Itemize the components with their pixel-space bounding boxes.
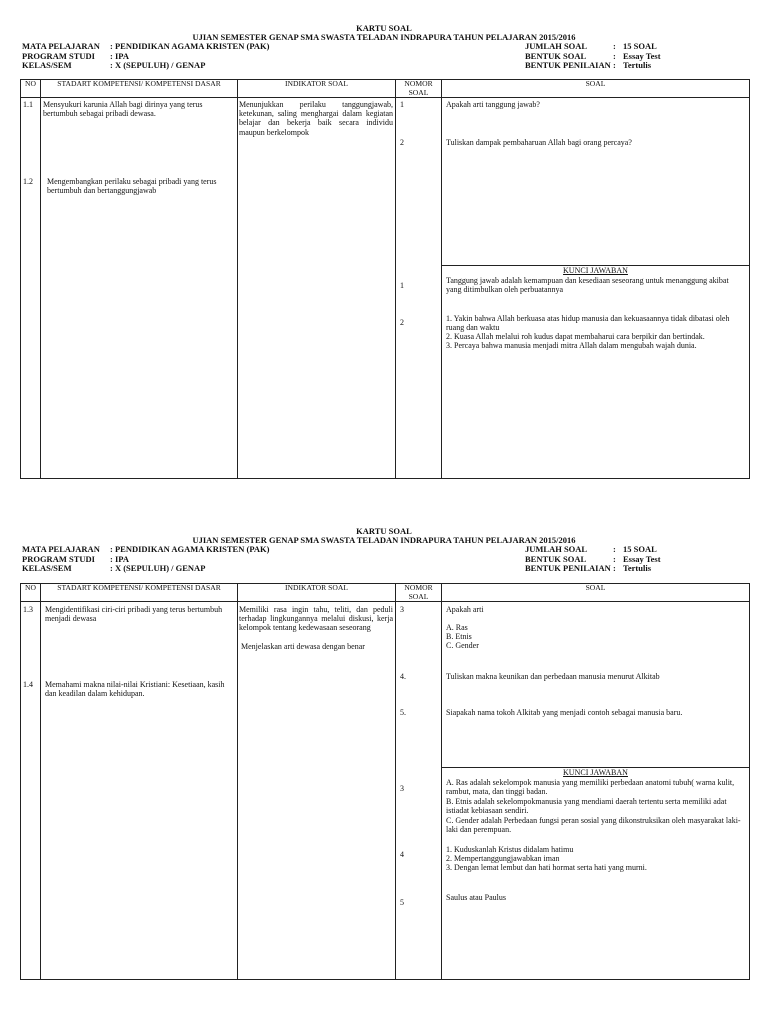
card-subtitle: UJIAN SEMESTER GENAP SMA SWASTA TELADAN INDRAPURA TAHUN PELAJARAN 2015/2016 bbox=[192, 535, 576, 545]
answer-text: Saulus atau Paulus bbox=[446, 893, 506, 902]
header-question: SOAL bbox=[442, 584, 750, 602]
card-title: KARTU SOAL bbox=[356, 23, 412, 33]
meta-sep: : bbox=[613, 553, 616, 564]
meta-value: : PENDIDIKAN AGAMA KRISTEN (PAK) bbox=[110, 544, 270, 554]
meta-left bbox=[22, 545, 269, 574]
question-number: 5. bbox=[400, 708, 406, 717]
competency-text: Mengembangkan perilaku sebagai pribadi yang terus bertumbuh dan bertanggungjawab bbox=[47, 177, 217, 196]
meta-label: KELAS/SEM bbox=[22, 60, 72, 70]
header-no: NO bbox=[21, 584, 41, 602]
question-number: 1 bbox=[400, 100, 404, 109]
card-title: KARTU SOAL bbox=[356, 526, 412, 536]
meta-value: Tertulis bbox=[623, 563, 652, 573]
answer-number: 1 bbox=[400, 281, 404, 290]
header-question-number: NOMOR SOAL bbox=[396, 80, 442, 98]
meta-sep: : bbox=[613, 41, 616, 51]
meta-label: BENTUK SOAL bbox=[525, 553, 587, 564]
meta-label: BENTUK SOAL bbox=[525, 50, 587, 61]
answer-number: 4 bbox=[400, 850, 404, 859]
question-number: 2 bbox=[400, 138, 404, 147]
competency-number: 1.4 bbox=[23, 680, 33, 689]
competency-text: Mengidentifikasi ciri-ciri pribadi yang terus bertumbuh menjadi dewasa bbox=[45, 605, 223, 624]
header-question: SOAL bbox=[442, 80, 750, 98]
competency-number: 1.3 bbox=[23, 605, 33, 614]
header-no: NO bbox=[21, 80, 41, 98]
question-text: Siapakah nama tokoh Alkitab yang menjadi contoh sebagai manusia baru. bbox=[446, 708, 683, 717]
answer-number: 3 bbox=[400, 784, 404, 793]
answer-line: 1. Kuduskanlah Kristus didalam hatimu bbox=[446, 845, 574, 854]
meta-label: KELAS/SEM bbox=[22, 563, 72, 573]
meta-label: MATA PELAJARAN bbox=[22, 41, 100, 51]
answer-line: 2. Kuasa Allah melalui roh kudus dapat membaharui cara berpikir dan bertindak. bbox=[446, 332, 705, 341]
meta-value: Essay Test bbox=[623, 50, 661, 61]
answer-line: 1. Yakin bahwa Allah berkuasa atas hidup manusia dan kekuasaannya tidak dibatasi oleh ruang dan waktu bbox=[446, 314, 730, 333]
question-line: B. Etnis bbox=[446, 632, 472, 641]
question-line: Apakah arti bbox=[446, 605, 484, 614]
answer-key-label: KUNCI JAWABAN bbox=[442, 265, 749, 275]
meta-value: : PENDIDIKAN AGAMA KRISTEN (PAK) bbox=[110, 41, 270, 51]
meta-label: BENTUK PENILAIAN bbox=[525, 60, 611, 70]
header-indicator: INDIKATOR SOAL bbox=[238, 80, 396, 98]
question-line: C. Gender bbox=[446, 641, 479, 650]
header-indicator: INDIKATOR SOAL bbox=[238, 584, 396, 602]
header-competency: STADART KOMPETENSI/ KOMPETENSI DASAR bbox=[41, 584, 238, 602]
question-text: Tuliskan makna keunikan dan perbedaan manusia menurut Alkitab bbox=[446, 672, 660, 681]
answer-number: 5 bbox=[400, 898, 404, 907]
competency-text: Mensyukuri karunia Allah bagi dirinya yang terus bertumbuh sebagai pribadi dewasa. bbox=[43, 100, 203, 119]
meta-value: Essay Test bbox=[623, 553, 661, 564]
meta-left bbox=[22, 42, 269, 71]
question-table bbox=[20, 583, 750, 980]
answer-line: 3. Dengan lemat lembut dan hati hormat serta hati yang murni. bbox=[446, 863, 647, 872]
meta-sep: : bbox=[613, 544, 616, 554]
meta-sep: : bbox=[613, 50, 616, 61]
meta-value: Tertulis bbox=[623, 60, 652, 70]
header-competency: STADART KOMPETENSI/ KOMPETENSI DASAR bbox=[41, 80, 238, 98]
answer-line: A. Ras adalah sekelompok manusia yang memiliki perbedaan anatomi tubuh( warna kulit, rambut, mata, dan tinggi badan. bbox=[446, 778, 735, 797]
answer-line: 2. Mempertanggungjawabkan iman bbox=[446, 854, 560, 863]
indicator-text: Menjelaskan arti dewasa dengan benar bbox=[241, 642, 365, 651]
meta-value: 15 SOAL bbox=[623, 41, 657, 51]
question-text: Apakah arti tanggung jawab? bbox=[446, 100, 540, 109]
meta-label: PROGRAM STUDI bbox=[22, 50, 95, 61]
question-number: 3 bbox=[400, 605, 404, 614]
question-number: 4. bbox=[400, 672, 406, 681]
card-subtitle: UJIAN SEMESTER GENAP SMA SWASTA TELADAN INDRAPURA TAHUN PELAJARAN 2015/2016 bbox=[192, 32, 576, 42]
competency-number: 1.2 bbox=[23, 177, 33, 186]
meta-label: JUMLAH SOAL bbox=[525, 41, 588, 51]
meta-value: : X (SEPULUH) / GENAP bbox=[110, 60, 206, 70]
question-table bbox=[20, 79, 750, 479]
meta-sep: : bbox=[613, 60, 616, 70]
question-text: Tuliskan dampak pembaharuan Allah bagi orang percaya? bbox=[446, 138, 632, 147]
meta-value: : X (SEPULUH) / GENAP bbox=[110, 563, 206, 573]
header-question-number: NOMOR SOAL bbox=[396, 584, 442, 602]
question-line: A. Ras bbox=[446, 623, 468, 632]
answer-number: 2 bbox=[400, 318, 404, 327]
meta-label: PROGRAM STUDI bbox=[22, 553, 95, 564]
meta-label: BENTUK PENILAIAN bbox=[525, 563, 611, 573]
meta-right bbox=[525, 545, 661, 574]
answer-key-label: KUNCI JAWABAN bbox=[442, 767, 749, 777]
answer-line: C. Gender adalah Perbedaan fungsi peran sosial yang dikonstruksikan oleh masyarakat laki-laki dan perempuan. bbox=[446, 816, 741, 835]
meta-right bbox=[525, 42, 661, 71]
meta-label: JUMLAH SOAL bbox=[525, 544, 588, 554]
meta-value: : IPA bbox=[110, 50, 129, 61]
meta-value: 15 SOAL bbox=[623, 544, 657, 554]
meta-sep: : bbox=[613, 563, 616, 573]
answer-text: Tanggung jawab adalah kemampuan dan kesediaan seseorang untuk menanggung akibat yang ditimbulkan oleh perbuatannya bbox=[446, 276, 729, 295]
meta-label: MATA PELAJARAN bbox=[22, 544, 100, 554]
competency-number: 1.1 bbox=[23, 100, 33, 109]
indicator-text: Memiliki rasa ingin tahu, teliti, dan peduli terhadap lingkungannya melalui diskusi, kerja kelompok tentang kedewasaan seseorang bbox=[239, 605, 393, 633]
indicator-text: Menunjukkan perilaku tanggungjawab, ketekunan, saling menghargai dalam kegiatan belajar dan bekerja baik secara individu maupun berkelompok bbox=[239, 100, 393, 137]
answer-line: B. Etnis adalah sekelompokmanusia yang mendiami daerah tertentu serta memiliki adat istiadat kebiasaan sendiri. bbox=[446, 797, 727, 816]
answer-line: 3. Percaya bahwa manusia menjadi mitra Allah dalam mengubah wajah dunia. bbox=[446, 341, 697, 350]
meta-value: : IPA bbox=[110, 553, 129, 564]
competency-text: Memahami makna nilai-nilai Kristiani: Kesetiaan, kasih dan keadilan dalam kehidupan. bbox=[45, 680, 225, 699]
